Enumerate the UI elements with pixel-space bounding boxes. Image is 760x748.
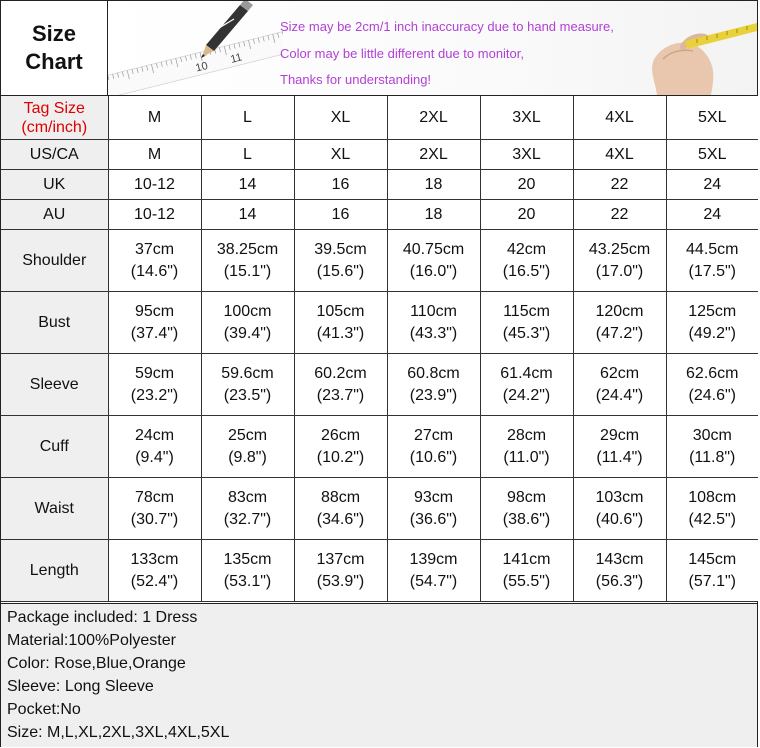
measure-cell [387, 230, 480, 292]
measure-cell [573, 230, 666, 292]
inch-value: (16.5") [502, 262, 551, 280]
ruler-pencil-illustration [108, 1, 283, 95]
measure-cell [108, 230, 201, 292]
cm-value: 30cm [692, 426, 732, 444]
measure-cell [387, 354, 480, 416]
note-inaccuracy: Size may be 2cm/1 inch inaccuracy due to hand measure, [280, 19, 614, 34]
measure-cell [480, 540, 573, 602]
inch-value: (9.8") [228, 448, 267, 466]
inch-value: (38.6") [502, 510, 551, 528]
measure-row-waist [1, 478, 758, 540]
inch-value: (54.7") [409, 572, 458, 590]
inch-value: (40.6") [595, 510, 644, 528]
measure-cell [666, 354, 758, 416]
cm-value: 39.5cm [314, 240, 367, 258]
tag-size-label [1, 96, 108, 140]
tag-size-row [1, 96, 758, 140]
inch-value: (23.5") [223, 386, 272, 404]
ruler-number-11: 11 [229, 51, 244, 66]
inch-value: (11.0") [503, 448, 550, 466]
tag-size-cell: L [201, 96, 294, 140]
measure-label: Waist [1, 478, 108, 540]
inch-value: (55.5") [502, 572, 551, 590]
inch-value: (9.4") [135, 448, 174, 466]
measure-label: Sleeve [1, 354, 108, 416]
measure-cell [201, 230, 294, 292]
measure-cell [108, 354, 201, 416]
size-chart-title [1, 1, 108, 95]
inch-value: (32.7") [223, 510, 272, 528]
region-cell: 3XL [480, 140, 573, 170]
region-cell: 20 [480, 200, 573, 230]
inch-value: (39.4") [223, 324, 272, 342]
inch-value: (17.0") [595, 262, 644, 280]
inch-value: (34.6") [316, 510, 365, 528]
cm-value: 62cm [599, 364, 640, 382]
measure-cell [294, 416, 387, 478]
region-cell: 24 [666, 170, 758, 200]
cm-value: 59.6cm [221, 364, 274, 382]
measure-cell [294, 354, 387, 416]
measure-cell [480, 354, 573, 416]
measure-cell [573, 416, 666, 478]
ruler-number-10: 10 [194, 59, 210, 75]
measure-cell [480, 230, 573, 292]
measure-cell [201, 354, 294, 416]
cm-value: 61.4cm [500, 364, 553, 382]
inch-value: (11.4") [596, 448, 643, 466]
cm-value: 135cm [223, 550, 272, 568]
region-row-us-ca [1, 140, 758, 170]
measure-cell [294, 478, 387, 540]
cm-value: 59cm [134, 364, 175, 382]
cm-value: 44.5cm [686, 240, 739, 258]
cm-value: 88cm [320, 488, 361, 506]
size-table [1, 96, 758, 602]
measure-cell [387, 292, 480, 354]
cm-value: 115cm [503, 302, 550, 320]
measure-cell [108, 292, 201, 354]
measurement-banner [108, 1, 757, 95]
cm-value: 105cm [316, 302, 365, 320]
measure-cell [573, 540, 666, 602]
measure-row-shoulder [1, 230, 758, 292]
region-row-au [1, 200, 758, 230]
inch-value: (37.4") [130, 324, 179, 342]
region-cell: 14 [201, 170, 294, 200]
inch-value: (36.6") [409, 510, 458, 528]
measure-cell [387, 540, 480, 602]
cm-value: 133cm [130, 550, 179, 568]
measure-cell [480, 416, 573, 478]
measure-row-sleeve [1, 354, 758, 416]
region-row-uk [1, 170, 758, 200]
cm-value: 103cm [595, 488, 644, 506]
measure-cell [666, 478, 758, 540]
cm-value: 28cm [506, 426, 547, 444]
region-cell: L [201, 140, 294, 170]
hand-tape-measure-illustration [627, 1, 757, 95]
cm-value: 42cm [506, 240, 547, 258]
region-cell: 10-12 [108, 170, 201, 200]
cm-value: 78cm [134, 488, 175, 506]
region-cell: 22 [573, 170, 666, 200]
cm-value: 98cm [506, 488, 547, 506]
cm-value: 137cm [316, 550, 365, 568]
tag-size-cell: 4XL [573, 96, 666, 140]
region-cell: 18 [387, 170, 480, 200]
inch-value: (24.2") [502, 386, 551, 404]
measure-cell [573, 478, 666, 540]
inch-value: (47.2") [595, 324, 644, 342]
inch-value: (42.5") [688, 510, 736, 528]
cm-value: 24cm [134, 426, 175, 444]
cm-value: 93cm [413, 488, 454, 506]
measure-cell [573, 354, 666, 416]
measure-row-cuff [1, 416, 758, 478]
measure-cell [387, 478, 480, 540]
tag-size-label-line1: Tag Size [23, 99, 85, 117]
inch-value: (53.1") [223, 572, 272, 590]
note-color: Color may be little different due to monitor, [280, 46, 524, 61]
region-cell: 24 [666, 200, 758, 230]
info-pocket: Pocket:No [7, 701, 81, 718]
measure-cell [666, 540, 758, 602]
inch-value: (23.9") [409, 386, 458, 404]
inch-value: (23.2") [130, 386, 179, 404]
region-label: UK [1, 170, 108, 200]
measure-cell [201, 416, 294, 478]
cm-value: 95cm [134, 302, 175, 320]
cm-value: 143cm [595, 550, 644, 568]
chart-header [1, 1, 757, 96]
region-cell: 4XL [573, 140, 666, 170]
note-thanks: Thanks for understanding! [280, 72, 432, 87]
region-cell: 5XL [666, 140, 758, 170]
cm-value: 62.6cm [686, 364, 739, 382]
cm-value: 37cm [134, 240, 175, 258]
region-cell: M [108, 140, 201, 170]
region-label: US/CA [1, 140, 108, 170]
info-color: Color: Rose,Blue,Orange [7, 655, 186, 672]
tag-size-cell: 5XL [666, 96, 758, 140]
region-cell: 16 [294, 200, 387, 230]
info-sizes: Size: M,L,XL,2XL,3XL,4XL,5XL [7, 724, 230, 741]
region-cell: 22 [573, 200, 666, 230]
inch-value: (49.2") [688, 324, 736, 342]
tag-size-cell: 3XL [480, 96, 573, 140]
region-cell: 14 [201, 200, 294, 230]
tag-size-cell: M [108, 96, 201, 140]
measure-cell [666, 416, 758, 478]
inch-value: (45.3") [502, 324, 551, 342]
cm-value: 60.8cm [407, 364, 460, 382]
cm-value: 26cm [320, 426, 361, 444]
inch-value: (41.3") [316, 324, 365, 342]
cm-value: 25cm [227, 426, 268, 444]
tag-size-cell: 2XL [387, 96, 480, 140]
measure-cell [108, 416, 201, 478]
inch-value: (53.9") [316, 572, 365, 590]
product-info [1, 603, 757, 747]
inch-value: (30.7") [130, 510, 179, 528]
cm-value: 139cm [409, 550, 458, 568]
cm-value: 38.25cm [216, 240, 279, 258]
measure-label: Bust [1, 292, 108, 354]
cm-value: 27cm [413, 426, 454, 444]
region-cell: 10-12 [108, 200, 201, 230]
measure-cell [387, 416, 480, 478]
region-label: AU [1, 200, 108, 230]
cm-value: 60.2cm [314, 364, 367, 382]
measure-row-bust [1, 292, 758, 354]
inch-value: (43.3") [409, 324, 458, 342]
cm-value: 141cm [502, 550, 551, 568]
measure-cell [480, 292, 573, 354]
inch-value: (16.0") [409, 262, 458, 280]
inch-value: (24.4") [595, 386, 644, 404]
measure-cell [201, 292, 294, 354]
inch-value: (10.2") [316, 448, 365, 466]
info-package: Package included: 1 Dress [7, 609, 198, 626]
title-line-1: Size [31, 21, 76, 46]
region-cell: 18 [387, 200, 480, 230]
inch-value: (11.8") [689, 448, 736, 466]
info-material: Material:100%Polyester [7, 632, 176, 649]
tag-size-label-line2: (cm/inch) [21, 118, 88, 136]
measure-cell [294, 292, 387, 354]
inch-value: (15.6") [316, 262, 365, 280]
region-cell: 20 [480, 170, 573, 200]
measure-cell [666, 292, 758, 354]
measure-cell [201, 478, 294, 540]
inch-value: (24.6") [688, 386, 736, 404]
region-cell: 16 [294, 170, 387, 200]
cm-value: 145cm [688, 550, 737, 568]
tag-size-cell: XL [294, 96, 387, 140]
region-cell: XL [294, 140, 387, 170]
cm-value: 29cm [599, 426, 640, 444]
cm-value: 100cm [223, 302, 272, 320]
cm-value: 108cm [688, 488, 737, 506]
inch-value: (15.1") [223, 262, 272, 280]
inch-value: (57.1") [688, 572, 736, 590]
cm-value: 40.75cm [402, 240, 465, 258]
measure-cell [294, 230, 387, 292]
measure-label: Length [1, 540, 108, 602]
cm-value: 125cm [688, 302, 737, 320]
info-sleeve: Sleeve: Long Sleeve [7, 678, 154, 695]
inch-value: (23.7") [316, 386, 365, 404]
measure-cell [201, 540, 294, 602]
measure-cell [480, 478, 573, 540]
measure-row-length [1, 540, 758, 602]
inch-value: (52.4") [130, 572, 179, 590]
measure-label: Cuff [1, 416, 108, 478]
inch-value: (14.6") [130, 262, 179, 280]
region-cell: 2XL [387, 140, 480, 170]
inch-value: (10.6") [409, 448, 458, 466]
inch-value: (17.5") [688, 262, 736, 280]
measure-cell [294, 540, 387, 602]
cm-value: 110cm [410, 302, 457, 320]
inch-value: (56.3") [595, 572, 644, 590]
cm-value: 83cm [227, 488, 268, 506]
measure-cell [108, 478, 201, 540]
cm-value: 43.25cm [588, 240, 651, 258]
measure-cell [573, 292, 666, 354]
measure-cell [666, 230, 758, 292]
cm-value: 120cm [595, 302, 644, 320]
measure-cell [108, 540, 201, 602]
measure-label: Shoulder [1, 230, 108, 292]
title-line-2: Chart [25, 49, 83, 74]
